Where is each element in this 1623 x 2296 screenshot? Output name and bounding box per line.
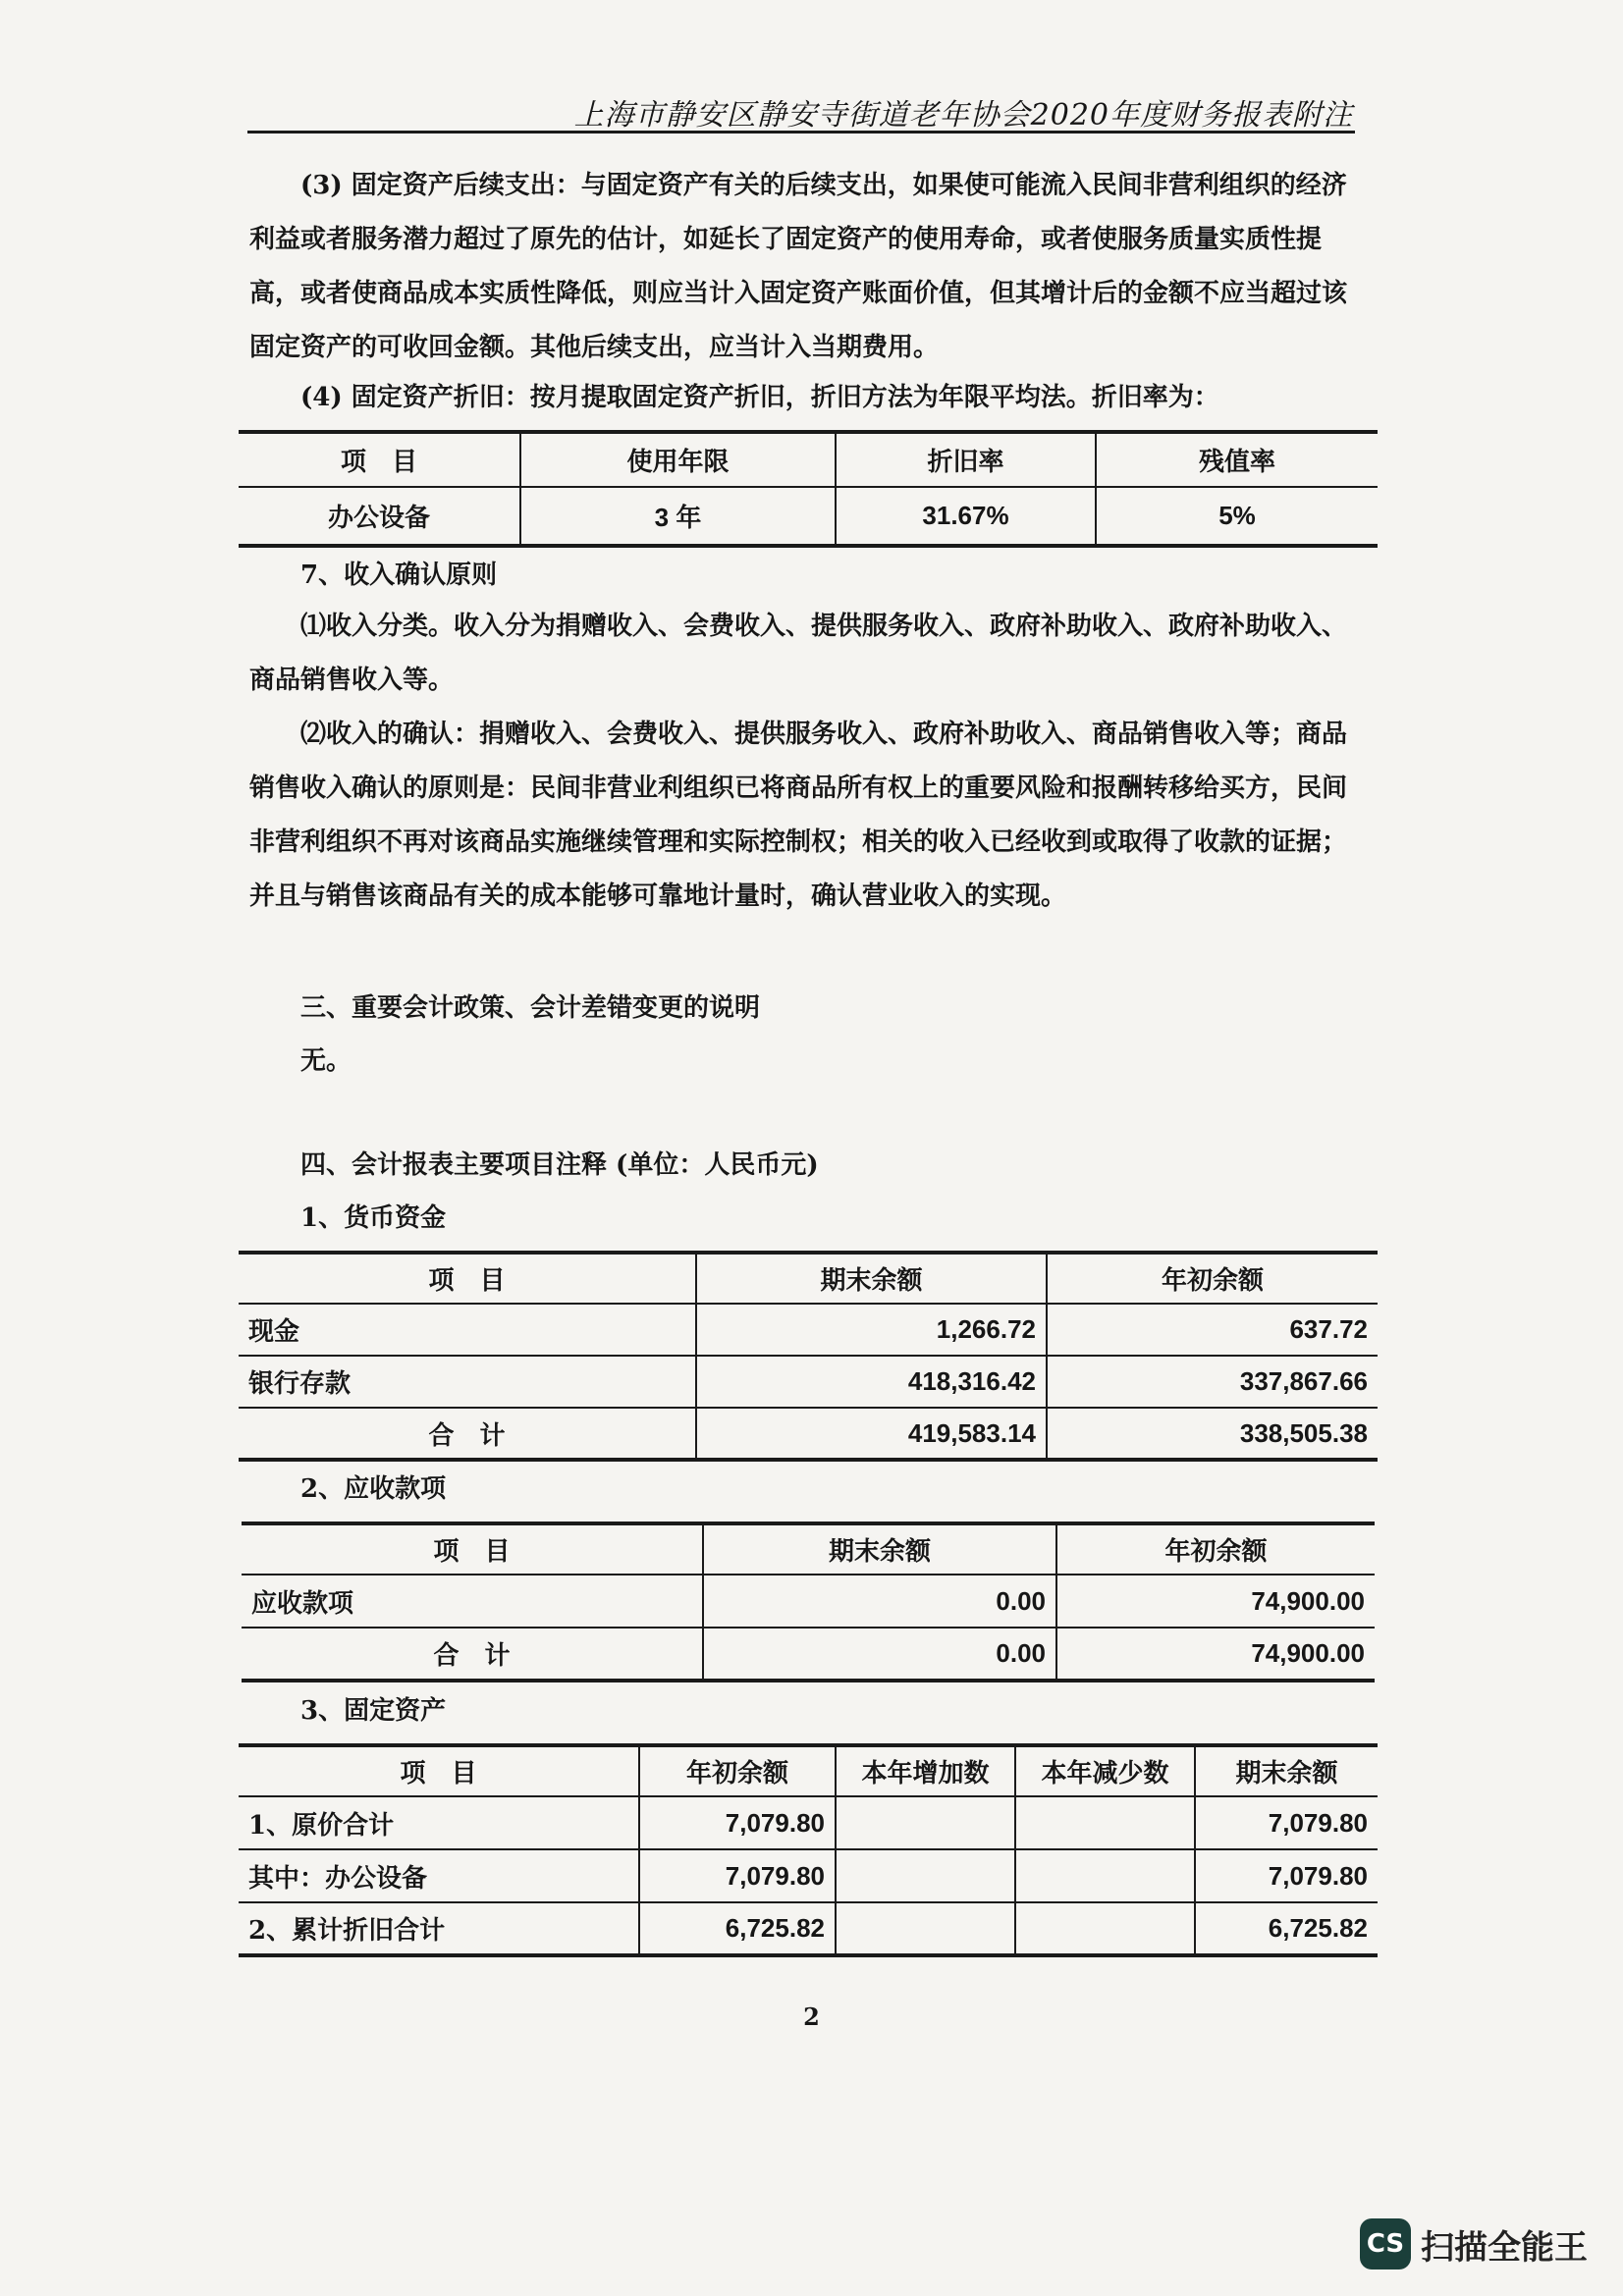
header-cell: 期末余额 — [696, 1253, 1047, 1304]
table-cell: 7,079.80 — [639, 1796, 836, 1849]
table-cell: 5% — [1096, 487, 1378, 546]
header-cell: 本年减少数 — [1015, 1745, 1195, 1796]
table-cell: 合 计 — [242, 1628, 703, 1681]
table-cell: 应收款项 — [242, 1575, 703, 1628]
scanner-watermark — [1360, 2218, 1588, 2269]
header-cell: 使用年限 — [520, 432, 836, 487]
header-cell: 项 目 — [239, 1253, 696, 1304]
depreciation-table — [239, 430, 1378, 548]
table-row — [239, 1849, 1378, 1902]
table-cell: 31.67% — [836, 487, 1096, 546]
table-cell: 418,316.42 — [696, 1356, 1047, 1408]
table-cell: 7,079.80 — [1195, 1796, 1378, 1849]
table-row — [242, 1575, 1375, 1628]
table-cell: 0.00 — [703, 1575, 1056, 1628]
fixed-assets-heading: 3、固定资产 — [300, 1696, 447, 1726]
table-cell — [1015, 1796, 1195, 1849]
header-cell: 本年增加数 — [836, 1745, 1015, 1796]
revenue-recognition: ⑵收入的确认：捐赠收入、会费收入、提供服务收入、政府补助收入、商品销售收入等；商品销售收入确认的原则是：民间非营业利组织已将商品所有权上的重要风险和报酬转移给买方，民间非营利组织不再对该商品实施继续管理和实际控制权；相关的收入已经收到或取得了收款的证据；并且与销售该商品有关的成本能够可靠地计量时，确认营业收入的实现。 — [249, 720, 1348, 911]
header-cell: 年初余额 — [1056, 1523, 1375, 1575]
table-row — [239, 1796, 1378, 1849]
table-cell: 637.72 — [1047, 1304, 1378, 1356]
table-cell: 6,725.82 — [639, 1902, 836, 1955]
table-cell — [836, 1902, 1015, 1955]
table-cell: 现金 — [239, 1304, 696, 1356]
camscanner-logo-icon: CS — [1360, 2218, 1411, 2269]
table-cell: 2、累计折旧合计 — [239, 1902, 639, 1955]
header-cell: 项 目 — [239, 1745, 639, 1796]
fixed-assets-table — [239, 1743, 1378, 1957]
table-cell: 0.00 — [703, 1628, 1056, 1681]
table-cell: 1、原价合计 — [239, 1796, 639, 1849]
table-cell: 74,900.00 — [1056, 1575, 1375, 1628]
header-cell: 年初余额 — [639, 1745, 836, 1796]
table-row — [239, 1356, 1378, 1408]
page-number: 2 — [803, 2002, 820, 2031]
header-cell: 期末余额 — [703, 1523, 1056, 1575]
table-cell: 其中：办公设备 — [239, 1849, 639, 1902]
section3-body: 无。 — [300, 1046, 352, 1076]
table-cell: 6,725.82 — [1195, 1902, 1378, 1955]
receivables-table — [242, 1522, 1375, 1682]
table-cell: 办公设备 — [239, 487, 520, 546]
total-row — [242, 1628, 1375, 1681]
table-cell: 74,900.00 — [1056, 1628, 1375, 1681]
table-cell: 338,505.38 — [1047, 1408, 1378, 1460]
header-cell: 项 目 — [239, 432, 520, 487]
section3-heading: 三、重要会计政策、会计差错变更的说明 — [300, 993, 761, 1023]
table-cell — [1015, 1902, 1195, 1955]
table-row — [239, 1304, 1378, 1356]
header-cell: 期末余额 — [1195, 1745, 1378, 1796]
paragraph-subsequent-expenditure: (3) 固定资产后续支出：与固定资产有关的后续支出，如果使可能流入民间非营利组织的经济利益或者服务潜力超过了原先的估计，如延长了固定资产的使用寿命，或者使服务质量实质性提高，或者使商品成本实质性降低，则应当计入固定资产账面价值，但其增计后的金额不应当超过该固定资产的可收回金额。其他后续支出，应当计入当期费用。 — [249, 171, 1348, 362]
cash-heading: 1、货币资金 — [300, 1203, 447, 1233]
section4-heading: 四、会计报表主要项目注释 (单位：人民币元) — [300, 1150, 819, 1180]
cash-table — [239, 1251, 1378, 1462]
table-cell — [836, 1849, 1015, 1902]
header-rule — [247, 131, 1355, 133]
header-cell: 年初余额 — [1047, 1253, 1378, 1304]
table-cell: 银行存款 — [239, 1356, 696, 1408]
total-row — [239, 1408, 1378, 1460]
table-cell: 3 年 — [520, 487, 836, 546]
watermark-text: 扫描全能王 — [1421, 2227, 1588, 2268]
header-title: 上海市静安区静安寺街道老年协会2020年度财务报表附注 — [573, 98, 1353, 133]
table-cell: 合 计 — [239, 1408, 696, 1460]
header-cell: 项 目 — [242, 1523, 703, 1575]
table-cell: 7,079.80 — [639, 1849, 836, 1902]
table-cell — [836, 1796, 1015, 1849]
table-cell: 7,079.80 — [1195, 1849, 1378, 1902]
table-cell: 1,266.72 — [696, 1304, 1047, 1356]
revenue-classification: ⑴收入分类。收入分为捐赠收入、会费收入、提供服务收入、政府补助收入、政府补助收入、商品销售收入等。 — [249, 612, 1348, 695]
header-cell: 折旧率 — [836, 432, 1096, 487]
table-cell: 337,867.66 — [1047, 1356, 1378, 1408]
table-row — [239, 1902, 1378, 1955]
revenue-heading: 7、收入确认原则 — [300, 561, 498, 590]
table-cell: 419,583.14 — [696, 1408, 1047, 1460]
table-cell — [1015, 1849, 1195, 1902]
receivables-heading: 2、应收款项 — [300, 1474, 447, 1504]
paragraph-depreciation: (4) 固定资产折旧：按月提取固定资产折旧，折旧方法为年限平均法。折旧率为： — [300, 383, 1219, 412]
header-cell: 残值率 — [1096, 432, 1378, 487]
